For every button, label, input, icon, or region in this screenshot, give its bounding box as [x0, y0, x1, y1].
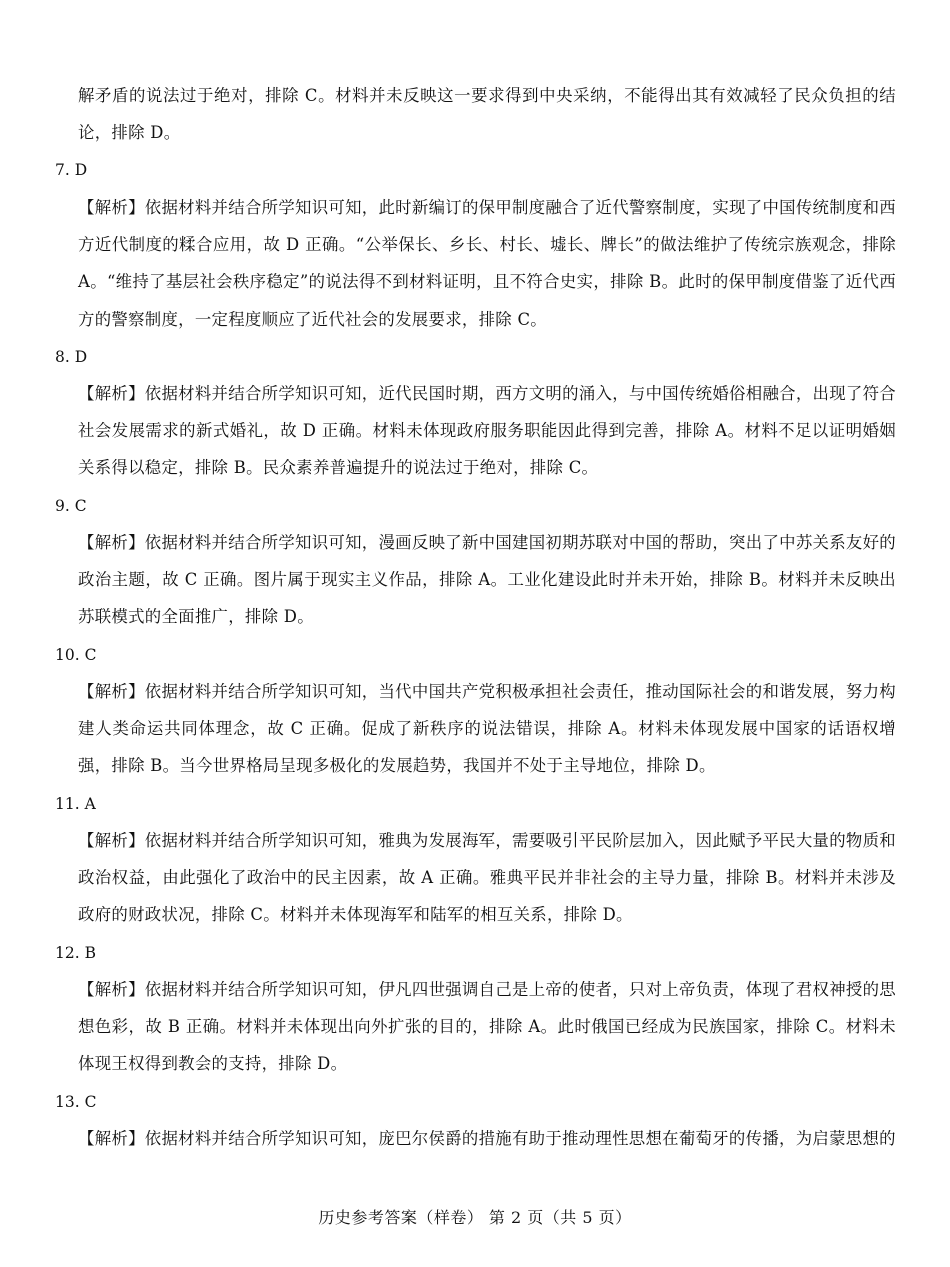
- question-number-7: 7. D: [55, 161, 88, 179]
- continuation-paragraph: 解矛盾的说法过于绝对，排除 C。材料并未反映这一要求得到中央采纳，不能得出其有效减轻了民众负担的结论，排除 D。: [78, 86, 896, 143]
- question-number-12: 12. B: [55, 944, 96, 962]
- question-number-9: 9. C: [55, 497, 87, 515]
- page-footer: 历史参考答案（样卷） 第 2 页（共 5 页）: [318, 1208, 632, 1227]
- explanation-7: 【解析】依据材料并结合所学知识可知，此时新编订的保甲制度融合了近代警察制度，实现了中国传统制度和西方近代制度的糅合应用，故 D 正确。“公举保长、乡长、村长、墟长、牌长”的做法维护了传统宗族观念，排除 A。“维持了基层社会秩序稳定”的说法得不到材料证明，且不符合史实，排除 B。此时的保甲制度借鉴了近代西方的警察制度，一定程度顺应了近代社会的发展要求，排除 C。: [78, 198, 896, 329]
- explanation-11: 【解析】依据材料并结合所学知识可知，雅典为发展海军，需要吸引平民阶层加入，因此赋予平民大量的物质和政治权益，由此强化了政治中的民主因素，故 A 正确。雅典平民并非社会的主导力量，排除 B。材料并未涉及政府的财政状况，排除 C。材料并未体现海军和陆军的相互关系，排除 D。: [78, 831, 896, 925]
- explanation-12: 【解析】依据材料并结合所学知识可知，伊凡四世强调自己是上帝的使者，只对上帝负责，体现了君权神授的思想色彩，故 B 正确。材料并未体现出向外扩张的目的，排除 A。此时俄国已经成为民族国家，排除 C。材料未体现王权得到教会的支持，排除 D。: [78, 980, 896, 1074]
- question-number-13: 13. C: [55, 1093, 97, 1111]
- explanation-10: 【解析】依据材料并结合所学知识可知，当代中国共产党积极承担社会责任，推动国际社会的和谐发展，努力构建人类命运共同体理念，故 C 正确。促成了新秩序的说法错误，排除 A。材料未体现发展中国家的话语权增强，排除 B。当今世界格局呈现多极化的发展趋势，我国并不处于主导地位，排除 D。: [78, 682, 896, 776]
- explanation-9: 【解析】依据材料并结合所学知识可知，漫画反映了新中国建国初期苏联对中国的帮助，突出了中苏关系友好的政治主题，故 C 正确。图片属于现实主义作品，排除 A。工业化建设此时并未开始，排除 B。材料并未反映出苏联模式的全面推广，排除 D。: [78, 533, 896, 627]
- explanation-13: 【解析】依据材料并结合所学知识可知，庞巴尔侯爵的措施有助于推动理性思想在葡萄牙的传播，为启蒙思想的: [78, 1129, 896, 1148]
- question-number-10: 10. C: [55, 646, 97, 664]
- question-number-8: 8. D: [55, 348, 88, 366]
- explanation-8: 【解析】依据材料并结合所学知识可知，近代民国时期，西方文明的涌入，与中国传统婚俗相融合，出现了符合社会发展需求的新式婚礼，故 D 正确。材料未体现政府服务职能因此得到完善，排除 A。材料不足以证明婚姻关系得以稳定，排除 B。民众素养普遍提升的说法过于绝对，排除 C。: [78, 384, 896, 478]
- question-number-11: 11. A: [55, 795, 96, 813]
